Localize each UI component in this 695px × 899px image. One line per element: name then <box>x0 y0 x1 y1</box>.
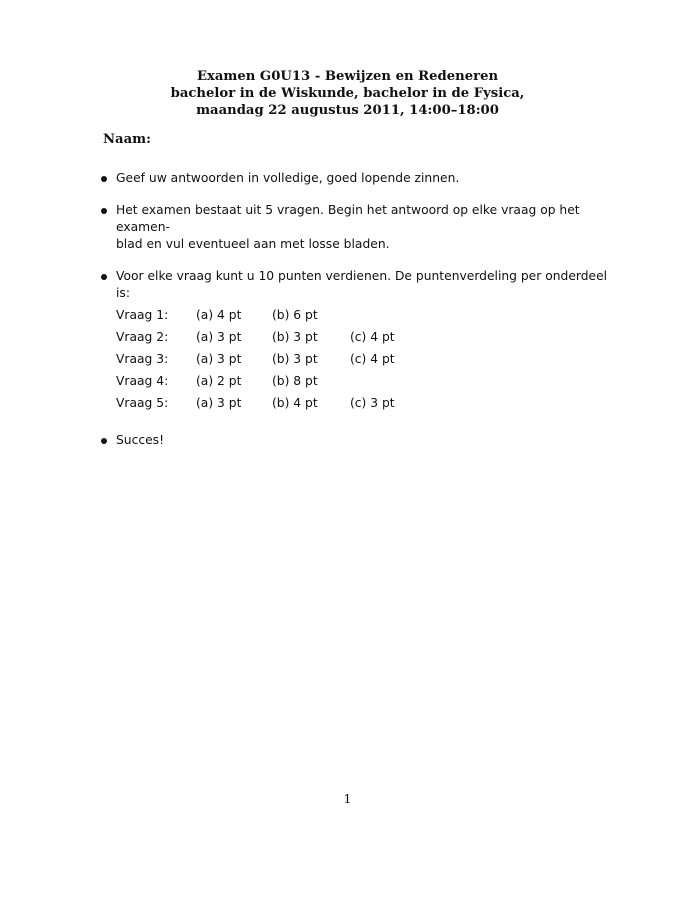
table-row <box>116 351 410 373</box>
instruction-item <box>100 268 610 417</box>
points-distribution-table <box>116 307 410 417</box>
question-label: Vraag 2: <box>116 330 169 344</box>
part-b-points: (b) 3 pt <box>272 330 318 344</box>
part-a-points: (a) 3 pt <box>196 396 242 410</box>
instruction-text: Het examen bestaat uit 5 vragen. Begin het antwoord op elke vraag op het examen- <box>116 203 580 234</box>
part-b-points: (b) 4 pt <box>272 396 318 410</box>
part-c-points: (c) 4 pt <box>350 352 395 366</box>
exam-header <box>0 68 695 119</box>
bullet-icon <box>101 176 107 182</box>
part-c-points <box>350 373 410 395</box>
part-c-points <box>350 307 410 329</box>
part-a-points: (a) 3 pt <box>196 352 242 366</box>
part-b-points: (b) 6 pt <box>272 308 318 322</box>
bullet-icon <box>101 274 107 280</box>
question-label: Vraag 3: <box>116 352 169 366</box>
page-number: 1 <box>343 791 352 806</box>
instruction-text: Geef uw antwoorden in volledige, goed lopende zinnen. <box>116 171 460 185</box>
instruction-item <box>100 432 610 449</box>
instruction-text: Voor elke vraag kunt u 10 punten verdienen. De puntenverdeling per onderdeel is: <box>116 269 608 300</box>
bullet-icon <box>101 438 107 444</box>
table-row <box>116 329 410 351</box>
question-label: Vraag 1: <box>116 308 169 322</box>
name-label: Naam: <box>103 132 151 147</box>
table-row <box>116 307 410 329</box>
instruction-item <box>100 202 610 253</box>
part-b-points: (b) 3 pt <box>272 352 318 366</box>
part-a-points: (a) 4 pt <box>196 308 242 322</box>
exam-date-time: maandag 22 augustus 2011, 14:00–18:00 <box>196 103 499 118</box>
instruction-text: Succes! <box>116 433 165 447</box>
instruction-text-continued: blad en vul eventueel aan met losse bladen. <box>116 237 390 251</box>
instructions-list <box>100 170 610 464</box>
exam-programs: bachelor in de Wiskunde, bachelor in de Fysica, <box>170 86 525 101</box>
part-a-points: (a) 3 pt <box>196 330 242 344</box>
part-a-points: (a) 2 pt <box>196 374 242 388</box>
question-label: Vraag 5: <box>116 396 169 410</box>
table-row <box>116 395 410 417</box>
part-c-points: (c) 3 pt <box>350 396 395 410</box>
table-row <box>116 373 410 395</box>
exam-title: Examen G0U13 - Bewijzen en Redeneren <box>196 69 499 84</box>
bullet-icon <box>101 208 107 214</box>
part-c-points: (c) 4 pt <box>350 330 395 344</box>
instruction-item <box>100 170 610 187</box>
question-label: Vraag 4: <box>116 374 169 388</box>
part-b-points: (b) 8 pt <box>272 374 318 388</box>
